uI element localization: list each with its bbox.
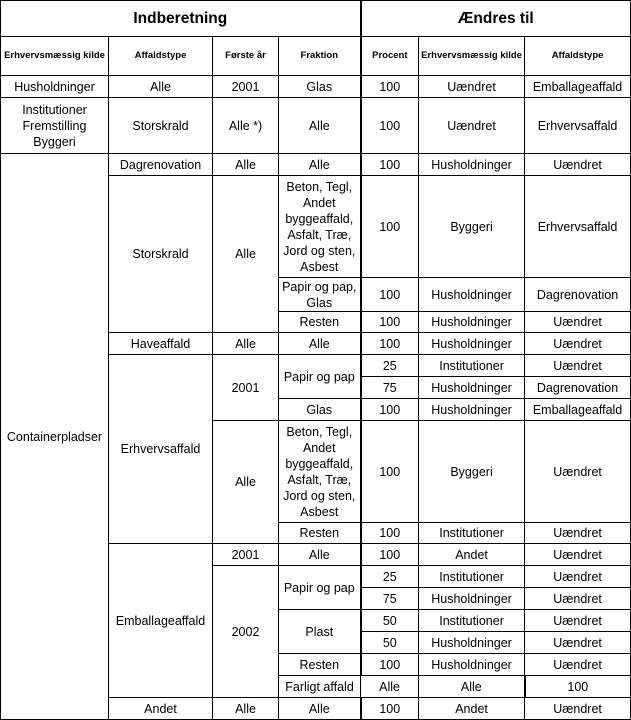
cell-ny-kilde: Institutioner bbox=[419, 355, 525, 377]
cell-affaldstype: Andet bbox=[109, 698, 213, 720]
cell-foerste-aar: Alle bbox=[213, 698, 279, 720]
cell-procent: 100 bbox=[361, 544, 419, 566]
cell-ny-affaldstype: Uændret bbox=[525, 654, 631, 676]
cell-foerste-aar: Alle bbox=[361, 676, 419, 698]
cell-foerste-aar: Alle *) bbox=[213, 98, 279, 154]
cell-fraktion: Resten bbox=[279, 654, 361, 676]
cell-procent: 50 bbox=[361, 632, 419, 654]
cell-foerste-aar: 2001 bbox=[213, 544, 279, 566]
cell-ny-kilde: Andet bbox=[419, 698, 525, 720]
cell-fraktion: Papir og pap, Glas bbox=[279, 278, 361, 312]
cell-ny-affaldstype: Uændret bbox=[525, 312, 631, 333]
cell-foerste-aar: Alle bbox=[213, 421, 279, 544]
cell-affaldstype: Farligt affald bbox=[279, 676, 361, 698]
cell-affaldstype: Storskrald bbox=[109, 176, 213, 333]
cell-ny-kilde: Husholdninger bbox=[419, 654, 525, 676]
cell-affaldstype: Dagrenovation bbox=[109, 154, 213, 176]
cell-procent: 100 bbox=[361, 312, 419, 333]
cell-ny-kilde: Husholdninger bbox=[419, 399, 525, 421]
cell-ny-kilde: Institutioner bbox=[419, 610, 525, 632]
cell-ny-kilde: Uændret bbox=[419, 98, 525, 154]
cell-fraktion: Papir og pap bbox=[279, 566, 361, 610]
cell-procent: 100 bbox=[361, 421, 419, 523]
cell-fraktion: Papir og pap bbox=[279, 355, 361, 399]
cell-ny-kilde: Husholdninger bbox=[419, 333, 525, 355]
group-header-indberetning: Indberetning bbox=[1, 1, 361, 37]
cell-procent: 100 bbox=[361, 523, 419, 544]
table-row bbox=[1, 98, 631, 154]
cell-procent: 100 bbox=[361, 76, 419, 98]
cell-fraktion: Alle bbox=[279, 698, 361, 720]
cell-procent: 100 bbox=[361, 98, 419, 154]
cell-ny-kilde: Uændret bbox=[419, 76, 525, 98]
cell-procent: 100 bbox=[361, 654, 419, 676]
cell-affaldstype: Storskrald bbox=[109, 98, 213, 154]
cell-procent: 100 bbox=[361, 154, 419, 176]
cell-foerste-aar: 2001 bbox=[213, 355, 279, 421]
cell-procent: 25 bbox=[361, 566, 419, 588]
cell-kilde: Institutioner Fremstilling Byggeri bbox=[1, 98, 109, 154]
cell-ny-affaldstype: Uændret bbox=[525, 610, 631, 632]
cell-ny-kilde: Institutioner bbox=[419, 523, 525, 544]
cell-ny-affaldstype: Dagrenovation bbox=[525, 278, 631, 312]
cell-ny-kilde: Husholdninger bbox=[419, 377, 525, 399]
column-header-row bbox=[1, 37, 631, 76]
cell-affaldstype: Haveaffald bbox=[109, 333, 213, 355]
cell-fraktion: Beton, Tegl, Andet byggeaffald, Asfalt, Træ, Jord og sten, Asbest bbox=[279, 421, 361, 523]
cell-procent: 100 bbox=[525, 676, 631, 698]
column-header-affaldstype: Affaldstype bbox=[109, 37, 213, 76]
cell-ny-affaldstype: Uændret bbox=[525, 588, 631, 610]
cell-ny-affaldstype: Emballageaffald bbox=[525, 399, 631, 421]
cell-ny-kilde: Husholdninger bbox=[419, 154, 525, 176]
group-header-row bbox=[1, 1, 631, 37]
cell-ny-affaldstype: Uændret bbox=[525, 523, 631, 544]
cell-fraktion: Alle bbox=[279, 544, 361, 566]
cell-ny-affaldstype: Dagrenovation bbox=[525, 377, 631, 399]
cell-ny-kilde: Husholdninger bbox=[419, 588, 525, 610]
cell-ny-affaldstype: Uændret bbox=[525, 698, 631, 720]
cell-fraktion: Alle bbox=[279, 98, 361, 154]
group-header-aendres-til: Ændres til bbox=[361, 1, 631, 37]
cell-ny-kilde: Andet bbox=[419, 544, 525, 566]
table-row bbox=[1, 76, 631, 98]
cell-ny-kilde: Byggeri bbox=[419, 421, 525, 523]
cell-ny-affaldstype: Emballageaffald bbox=[525, 76, 631, 98]
cell-foerste-aar: Alle bbox=[213, 154, 279, 176]
cell-ny-affaldstype: Uændret bbox=[525, 632, 631, 654]
cell-fraktion: Alle bbox=[279, 154, 361, 176]
cell-kilde: Husholdninger bbox=[1, 76, 109, 98]
cell-ny-affaldstype: Uændret bbox=[525, 544, 631, 566]
cell-foerste-aar: Alle bbox=[213, 176, 279, 333]
cell-ny-affaldstype: Erhvervsaffald bbox=[525, 176, 631, 278]
cell-fraktion: Resten bbox=[279, 523, 361, 544]
cell-affaldstype: Erhvervsaffald bbox=[109, 355, 213, 544]
cell-ny-kilde: Byggeri bbox=[419, 176, 525, 278]
cell-procent: 25 bbox=[361, 355, 419, 377]
column-header-kilde: Erhvervsmæssig kilde bbox=[1, 37, 109, 76]
cell-procent: 100 bbox=[361, 698, 419, 720]
cell-foerste-aar: 2001 bbox=[213, 76, 279, 98]
column-header-procent: Procent bbox=[361, 37, 419, 76]
cell-procent: 100 bbox=[361, 176, 419, 278]
cell-fraktion: Resten bbox=[279, 312, 361, 333]
cell-ny-affaldstype: Uændret bbox=[525, 154, 631, 176]
cell-fraktion: Alle bbox=[419, 676, 525, 698]
cell-procent: 100 bbox=[361, 278, 419, 312]
cell-ny-kilde: Institutioner bbox=[419, 566, 525, 588]
cell-fraktion: Glas bbox=[279, 399, 361, 421]
column-header-ny-kilde: Erhvervsmæssig kilde bbox=[419, 37, 525, 76]
cell-ny-affaldstype: Erhvervsaffald bbox=[525, 98, 631, 154]
cell-ny-kilde: Husholdninger bbox=[419, 312, 525, 333]
column-header-fraktion: Fraktion bbox=[279, 37, 361, 76]
cell-procent: 75 bbox=[361, 588, 419, 610]
column-header-foerste-aar: Første år bbox=[213, 37, 279, 76]
cell-procent: 100 bbox=[361, 399, 419, 421]
cell-foerste-aar: Alle bbox=[213, 333, 279, 355]
cell-ny-affaldstype: Uændret bbox=[525, 333, 631, 355]
cell-affaldstype: Emballageaffald bbox=[109, 544, 213, 698]
cell-kilde: Containerpladser bbox=[1, 154, 109, 720]
cell-ny-affaldstype: Uændret bbox=[525, 566, 631, 588]
cell-ny-affaldstype: Uændret bbox=[525, 421, 631, 523]
column-header-ny-affaldstype: Affaldstype bbox=[525, 37, 631, 76]
cell-ny-kilde: Husholdninger bbox=[419, 632, 525, 654]
cell-foerste-aar: 2002 bbox=[213, 566, 279, 698]
cell-affaldstype: Alle bbox=[109, 76, 213, 98]
table-row bbox=[1, 154, 631, 176]
cell-procent: 75 bbox=[361, 377, 419, 399]
cell-procent: 50 bbox=[361, 610, 419, 632]
cell-procent: 100 bbox=[361, 333, 419, 355]
cell-ny-kilde: Husholdninger bbox=[419, 278, 525, 312]
cell-fraktion: Plast bbox=[279, 610, 361, 654]
cell-fraktion: Alle bbox=[279, 333, 361, 355]
cell-fraktion: Glas bbox=[279, 76, 361, 98]
cell-ny-affaldstype: Uændret bbox=[525, 355, 631, 377]
cell-fraktion: Beton, Tegl, Andet byggeaffald, Asfalt, Træ, Jord og sten, Asbest bbox=[279, 176, 361, 278]
